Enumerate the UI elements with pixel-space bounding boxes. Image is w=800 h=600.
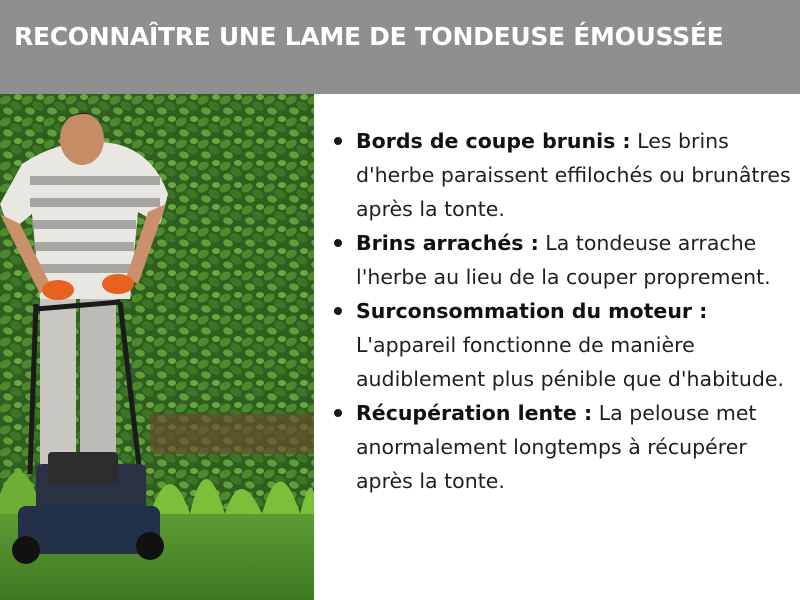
tip-item-slow-recovery — [330, 396, 792, 498]
tip-text: L'appareil fonctionne de manière audiblement plus pénible que d'habitude. — [356, 333, 784, 391]
tip-text: La pelouse met anormalement longtemps à récupérer après la tonte. — [356, 401, 757, 493]
lawn-mower-photo — [0, 94, 314, 600]
bullet-icon — [334, 137, 342, 145]
tip-item-engine-strain — [330, 294, 792, 396]
bullet-icon — [334, 409, 342, 417]
tip-term: Brins arrachés : — [356, 231, 539, 255]
bullet-icon — [334, 239, 342, 247]
tips-list — [330, 124, 792, 498]
tip-term: Récupération lente : — [356, 401, 593, 425]
bullet-icon — [334, 307, 342, 315]
tips-panel — [330, 124, 792, 498]
tip-item-browned-edges — [330, 124, 792, 226]
tip-term: Bords de coupe brunis : — [356, 129, 631, 153]
page-title: RECONNAÎTRE UNE LAME DE TONDEUSE ÉMOUSSÉE — [14, 22, 724, 51]
tip-text: Les brins d'herbe paraissent effilochés ou brunâtres après la tonte. — [356, 129, 791, 221]
header-banner — [0, 0, 800, 94]
tip-item-torn-blades — [330, 226, 792, 294]
tip-term: Surconsommation du moteur : — [356, 299, 708, 323]
tip-text: La tondeuse arrache l'herbe au lieu de la couper proprement. — [356, 231, 771, 289]
